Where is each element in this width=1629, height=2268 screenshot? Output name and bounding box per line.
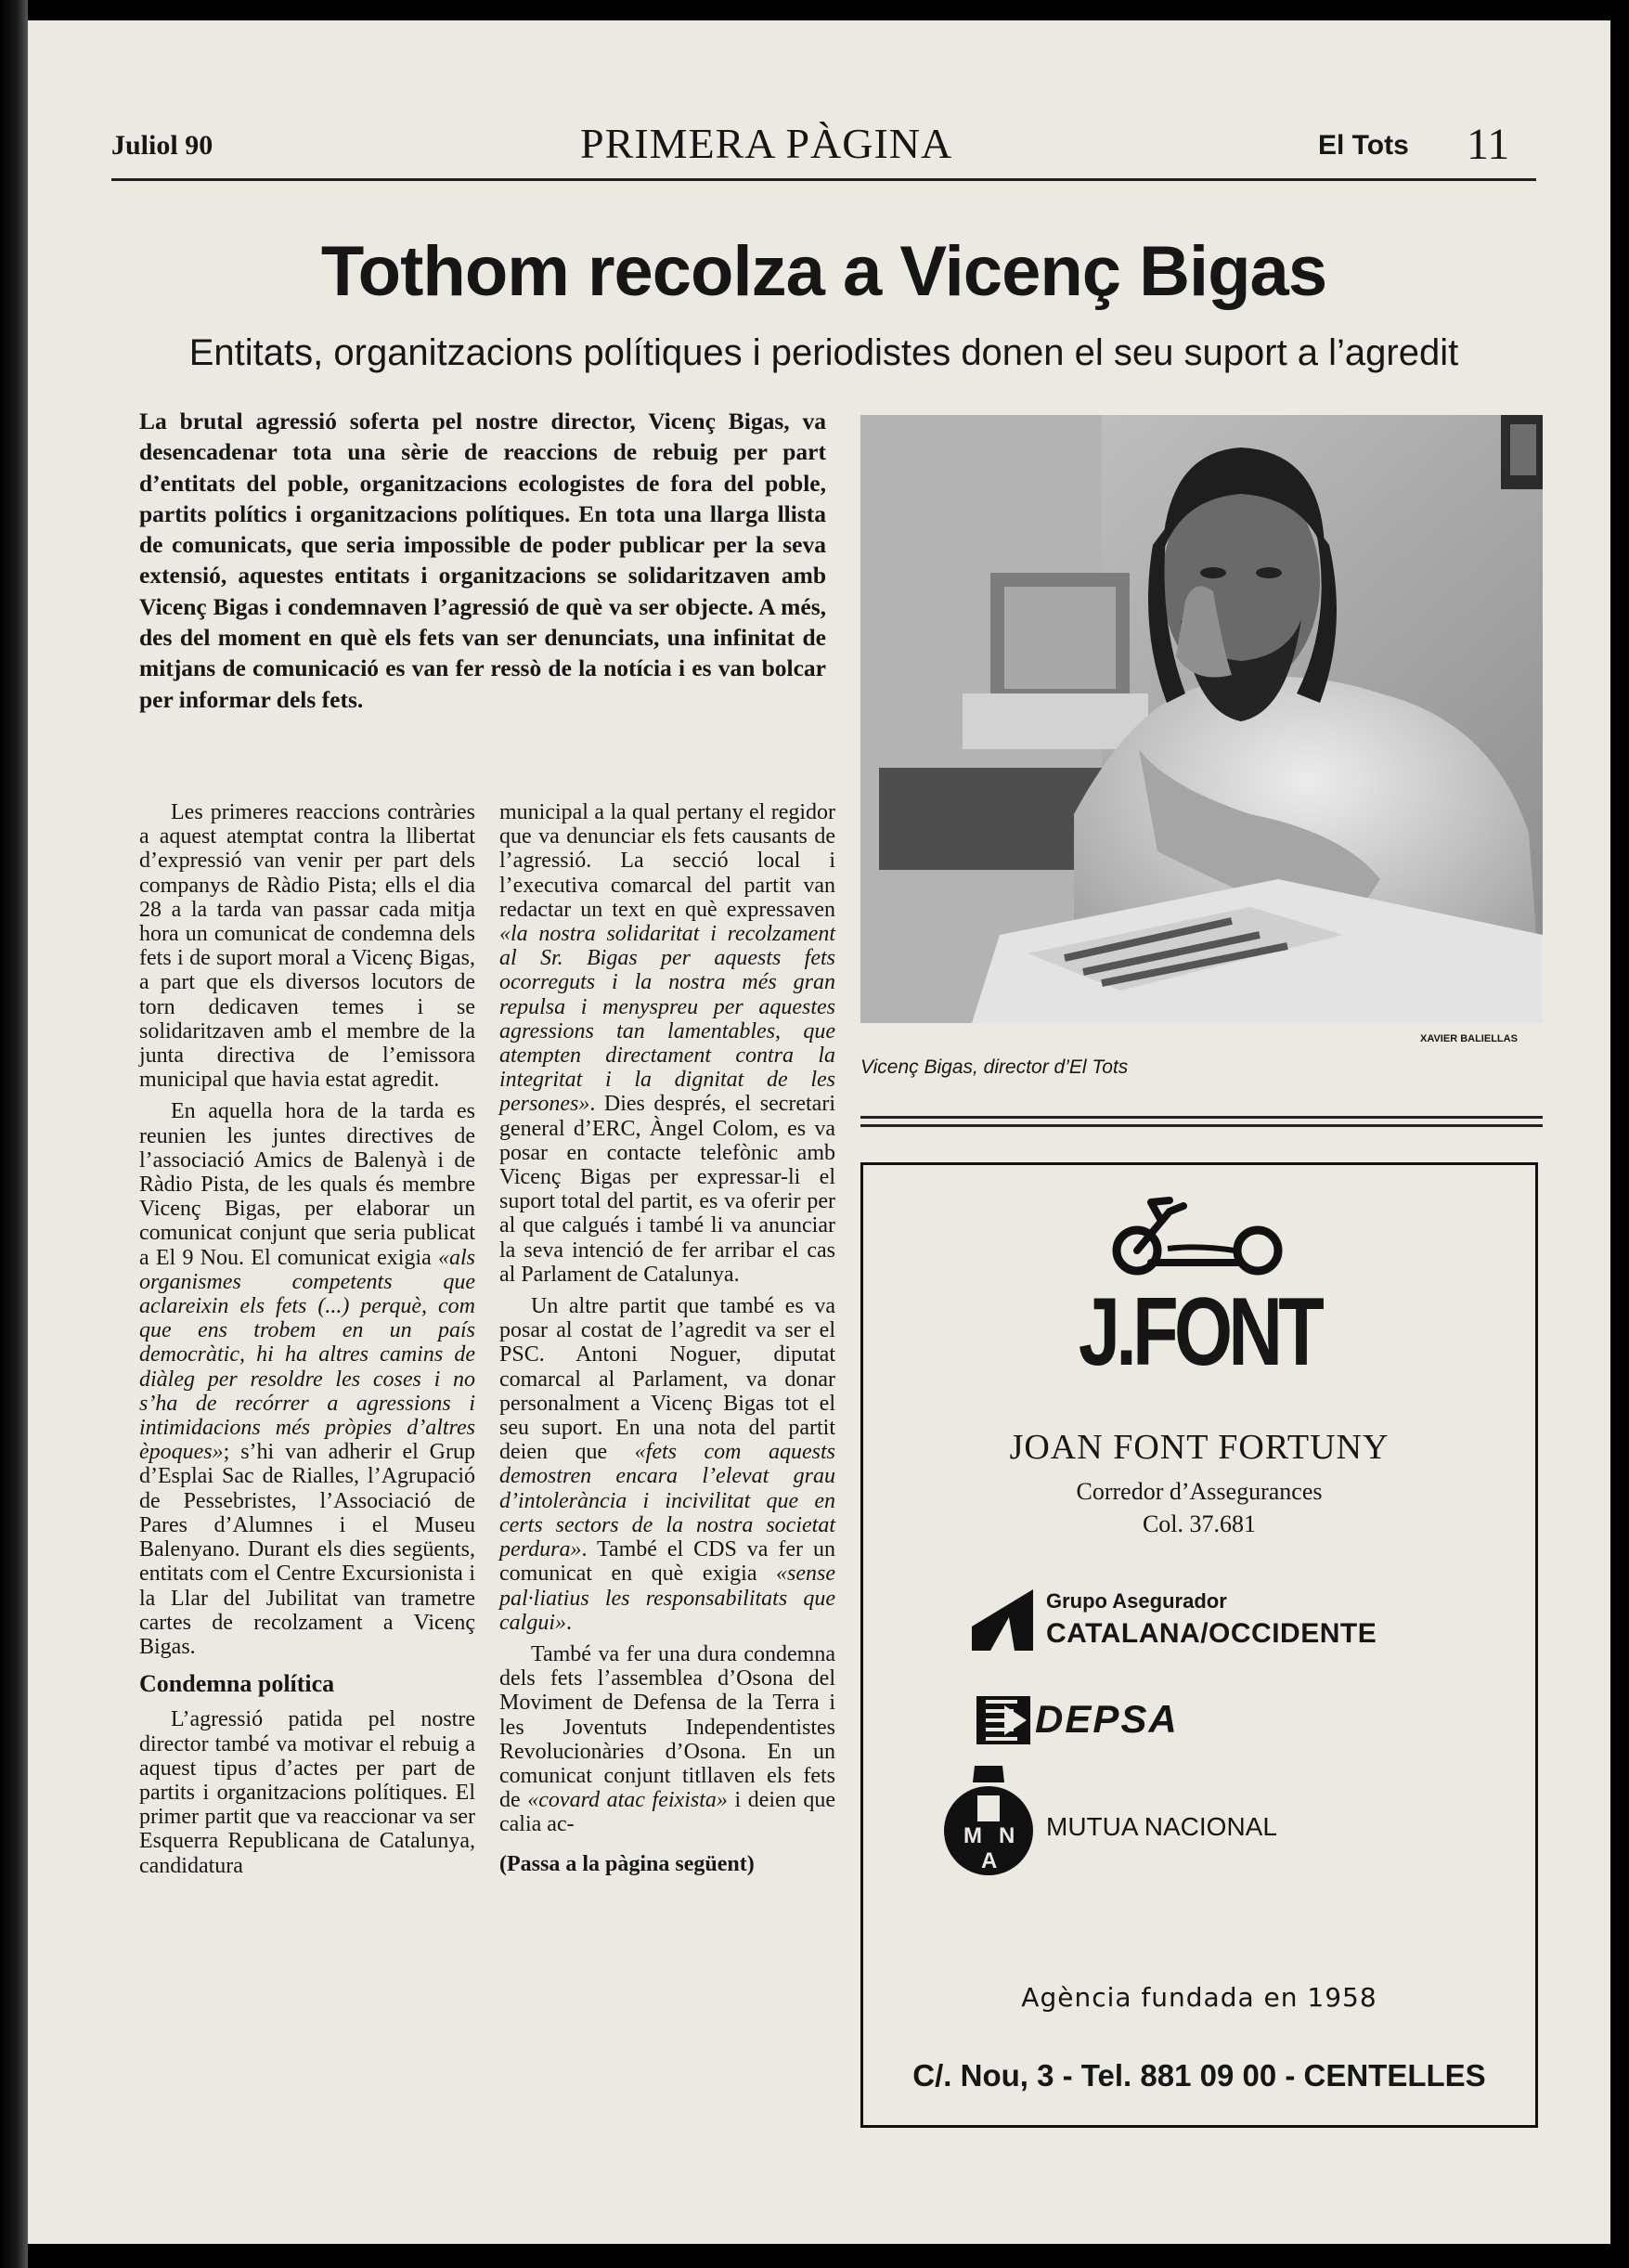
- paragraph: Les primeres reaccions contràries a aquest atemptat contra la llibertat d’expressió van venir per part dels companys de Ràdio Pista; ells el dia 28 a la tarda van passar cada mitja hora un comunicat de condemna dels fets i de suport moral a Vicenç Bigas, a part que els diversos locutors de torn dedicaven temes i se solidaritzaven amb el membre de la junta directiva de l’emissora municipal que havia estat agredit.: [139, 800, 475, 1093]
- paragraph-text: En aquella hora de la tarda es reunien les juntes directives de l’associació Amics de Balenyà i de Ràdio Pista, de les quals és membre Vicenç Bigas, per elaborar un comunicat conjunt que seria publicat a El 9 Nou. El comunicat exigia: [139, 1099, 475, 1270]
- subheading: Condemna política: [139, 1670, 335, 1698]
- mutua-logo-letter: A: [981, 1848, 998, 1873]
- photo-credit: XAVIER BALIELLAS: [1420, 1033, 1518, 1044]
- founded-line: Agència fundada en 1958: [1021, 1982, 1377, 2013]
- separator-rule: [860, 1116, 1543, 1127]
- paragraph-text: .: [566, 1610, 572, 1635]
- insurer-catalana-occidente: CATALANA/OCCIDENTE: [1046, 1618, 1377, 1649]
- article-headline: Tothom recolza a Vicenç Bigas: [320, 232, 1327, 311]
- insurer-group-label: Grupo Asegurador: [1046, 1589, 1227, 1613]
- continued-note: (Passa a la pàgina següent): [499, 1851, 755, 1876]
- page-binding: [0, 0, 28, 2268]
- publication-name: El Tots: [1318, 130, 1409, 161]
- scooter-logo-icon: [1095, 1193, 1299, 1281]
- article-column-2: [499, 800, 835, 1884]
- page-number: 11: [1467, 120, 1510, 169]
- mutua-nacional-logo-icon: [937, 1764, 1040, 1880]
- quote: «covard atac feixista»: [527, 1788, 728, 1813]
- paragraph-text: Un altre partit que també es va posar al costat de l’agredit va ser el PSC. Antoni Noguer, diputat comarcal al Parlament, va donar personalment a Vicenç Bigas tot el seu suport. En una nota del partit deien que: [499, 1294, 835, 1465]
- issue-date: Juliol 90: [111, 130, 213, 161]
- header-rule: [111, 178, 1536, 181]
- portrait-photo: [860, 415, 1543, 1023]
- quote: «als organismes competents que aclareixin els fets (...) perquè, com que ens trobem en un país democràtic, hi ha altres camins de diàleg per resoldre les coses i no s’ha de recórrer a agressions i intimidacions més pròpies d’altres èpoques»: [139, 1245, 475, 1465]
- paragraph: [499, 800, 835, 1287]
- photo-caption: Vicenç Bigas, director d’El Tots: [860, 1056, 1129, 1078]
- insurance-advertisement: [860, 1162, 1538, 2128]
- broker-role: Corredor d’Assegurances: [1076, 1478, 1323, 1505]
- insurer-depsa: DEPSA: [1035, 1697, 1179, 1741]
- quote: «sense pal·liatius les responsabilitats que calgui»: [499, 1562, 835, 1635]
- section-title: PRIMERA PÀGINA: [580, 120, 953, 167]
- paragraph: [499, 1294, 835, 1635]
- paragraph-text: municipal a la qual pertany el regidor que va denunciar els fets causants de l’agressió. La secció local i l’executiva comarcal del partit van redactar un text en què expressaven: [499, 800, 835, 922]
- paragraph: [499, 1642, 835, 1837]
- paragraph-text: i deien que calia ac-: [499, 1788, 835, 1837]
- paragraph-text: També va fer una dura condemna dels fets l’assemblea d’Osona del Moviment de Defensa de la Terra i les Joventuts Independentistes Revolucionàries d’Osona. En un comunicat conjunt titllaven els fets de: [499, 1641, 835, 1813]
- article-lead: La brutal agressió soferta pel nostre director, Vicenç Bigas, va desencadenar tota una sèrie de reaccions de rebuig per part d’entitats del poble, organitzacions ecologistes de fora del poble, partits polítics i organitzacions polítiques. En tota una llarga llista de comunicats, que seria impossible de poder publicar per la seva extensió, aquestes entitats i organitzacions se solidaritzaven amb Vicenç Bigas i condemnaven l’agressió de què va ser objecte. A més, des del moment en què els fets van ser denunciats, una infinitat de mitjans de comunicació es van fer ressò de la notícia i es van bolcar per informar dels fets.: [139, 408, 826, 713]
- quote: «fets com aquests demostren encara l’elevat grau d’intolerància i incivilitat que en certs sectors de la nostra societat perdura»: [499, 1440, 835, 1562]
- quote: «la nostra solidaritat i recolzament al Sr. Bigas per aquests fets ocorreguts i la nostra més gran repulsa i menyspreu per aquestes agressions tan lamentables, que atempten directament contra la integritat i la dignitat de les persones»: [499, 922, 835, 1117]
- broker-name: JOAN FONT FORTUNY: [1009, 1428, 1390, 1467]
- paragraph-text: ; s’hi van adherir el Grup d’Esplai Sac de Rialles, l’Agrupació de Pessebristes, l’Associació de Pares d’Alumnes i el Museu Balenyano. Durant els dies següents, entitats com el Centre Excursionista i la Llar del Jubilitat van trametre cartes de recolzament a Vicenç Bigas.: [139, 1440, 475, 1659]
- catalana-occidente-logo-icon: [972, 1589, 1033, 1651]
- paragraph-text: . També el CDS va fer un comunicat en què exigia: [499, 1537, 835, 1587]
- paragraph: [139, 1099, 475, 1659]
- article-subheadline: Entitats, organitzacions polítiques i periodistes donen el seu suport a l’agredit: [188, 332, 1459, 373]
- mutua-logo-letter: N: [999, 1823, 1015, 1848]
- article-column-1: [139, 800, 475, 1886]
- paragraph: L’agressió patida pel nostre director també va motivar el rebuig a aquest tipus d’actes per part de partits i organitzacions polítiques. El primer partit que va reaccionar va ser Esquerra Republicana de Catalunya, candidatura: [139, 1707, 475, 1878]
- collegiate-number: Col. 37.681: [1142, 1510, 1257, 1537]
- paragraph-text: . Dies després, el secretari general d’ERC, Àngel Colom, es va posar en contacte telefònic amb Vicenç Bigas per expressar-li el suport total del partit, es va oferir per al que calgués i també li va anunciar la seva intenció de fer arribar el cas al Parlament de Catalunya.: [499, 1092, 835, 1287]
- mutua-logo-letter: M: [963, 1823, 982, 1848]
- address-line: C/. Nou, 3 - Tel. 881 09 00 - CENTELLES: [912, 2058, 1486, 2093]
- insurer-mutua-nacional: MUTUA NACIONAL: [1046, 1812, 1277, 1841]
- depsa-logo-icon: [976, 1696, 1030, 1744]
- portrait-illustration: [860, 415, 1543, 1023]
- brand-logo-text: J.FONT: [1078, 1278, 1321, 1386]
